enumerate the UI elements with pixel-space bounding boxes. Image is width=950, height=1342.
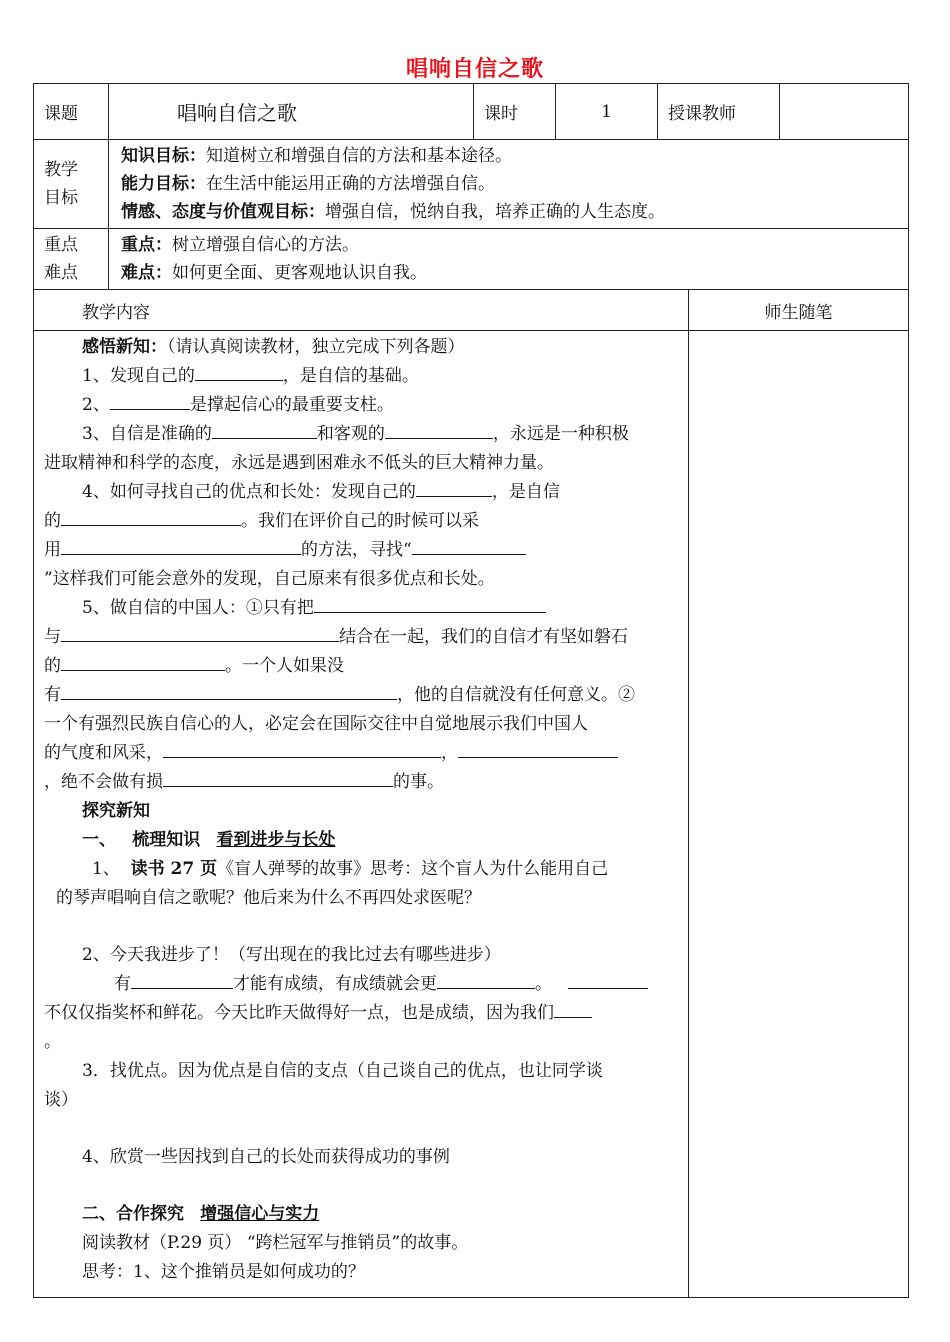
part1-title: 梳理知识 [132,830,201,850]
content-row [34,331,909,1298]
p1-q2: 2、今天我进步了！（写出现在的我比过去有哪些进步） [82,945,501,965]
teaching-content [34,331,689,1298]
q3-text-mid: 和客观的 [316,424,385,444]
q3-blank-2[interactable] [385,420,493,439]
q2-text: 2、 [82,395,110,415]
p1-q2-e: 。 [44,1032,61,1052]
q5-text-6: 有 [44,685,61,705]
objectives-row [34,140,909,229]
period-label: 课时 [474,84,556,140]
focus-content [109,229,909,290]
q4-text-6: ”这样我们可能会意外的发现，自己原来有很多优点和长处。 [44,569,495,589]
q3-blank-1[interactable] [212,420,317,439]
q5-text-5: 。一个人如果没 [225,656,344,676]
knowledge-key: 知识目标： [121,146,206,166]
p1-q1-text: 《盲人弹琴的故事》思考：这个盲人为什么能用自己 [217,859,609,879]
q5-text-7: ，他的自信就没有任何意义。② [397,685,635,705]
q5-blank-1[interactable] [314,594,546,613]
q1-blank[interactable] [195,362,283,381]
p1-q2-blank-4[interactable] [554,999,592,1018]
q5-blank-6[interactable] [458,739,618,758]
q5-text-11: ，绝不会做有损 [44,772,163,792]
content-header-row [34,290,909,331]
content-header: 教学内容 [34,290,689,331]
p1-q2-c: 。 [535,974,552,994]
part2-title: 二、合作探究 [82,1204,184,1224]
q5-blank-7[interactable] [163,768,393,787]
difficulty-label: 难点： [121,263,172,283]
p1-q2-blank-2[interactable] [437,970,535,989]
q5-text-12: 的事。 [393,772,444,792]
p1-q1-num: 1、 [92,859,120,879]
difficulty-text: 如何更全面、更客观地认识自我。 [172,263,427,283]
document-title: 唱响自信之歌 [405,56,544,82]
q5-text-2: 与 [44,627,61,647]
q4-blank-3[interactable] [61,536,301,555]
q4-blank-1[interactable] [416,478,492,497]
notes-header: 师生随笔 [689,290,909,331]
p1-q2-d: 不仅仅指奖杯和鲜花。今天比昨天做得好一点，也是成绩，因为我们 [44,1003,554,1023]
q5-blank-4[interactable] [61,681,397,700]
part2-subtitle: 增强信心与实力 [200,1204,320,1224]
lesson-plan-table [33,83,909,1298]
q4-text-3: 。我们在评价自己的时候可以采 [241,511,479,531]
q5-blank-5[interactable] [163,739,441,758]
q5-blank-3[interactable] [61,652,225,671]
objectives-label [34,140,109,229]
section1-note: （请认真阅读教材，独立完成下列各题） [167,337,465,357]
ability-text: 在生活中能运用正确的方法增强自信。 [206,174,495,194]
p1-q2-b: 才能有成绩，有成绩就会更 [233,974,437,994]
focus-label-text: 重点难点 [44,235,78,283]
subject-value: 唱响自信之歌 [109,84,474,140]
p1-q1-text2: 的琴声唱响自信之歌呢？他后来为什么不再四处求医呢？ [56,888,481,908]
teacher-label: 授课教师 [658,84,780,140]
key-point-text: 树立增强自信心的方法。 [172,235,359,255]
p1-q3: 3．找优点。因为优点是自信的支点（自己谈自己的优点，也让同学谈 [82,1061,603,1081]
p1-q2-blank-1[interactable] [131,970,233,989]
emotion-text: 增强自信，悦纳自我，培养正确的人生态度。 [325,202,665,222]
part1-num: 一、 [82,830,116,850]
emotion-key: 情感、态度与价值观目标： [121,202,325,222]
p1-q3-b: 谈） [44,1090,78,1110]
part1-subtitle: 看到进步与长处 [216,830,336,850]
p1-q2-a: 有 [114,974,131,994]
q4-text-5: 的方法，寻找“ [301,540,412,560]
objectives-label-text: 教学目标 [44,160,78,208]
p1-q2-blank-3[interactable] [568,970,648,989]
period-value: 1 [556,84,658,140]
teacher-student-notes[interactable] [689,331,909,1298]
part2-question: 思考：1、这个推销员是如何成功的？ [82,1262,365,1282]
ability-key: 能力目标： [121,174,206,194]
q2-text-end: 是撑起信心的最重要支柱。 [189,395,394,415]
focus-row [34,229,909,290]
header-row [34,84,909,140]
q5-text-9: 的气度和风采， [44,743,163,763]
teacher-value [780,84,909,140]
focus-label [34,229,109,290]
q4-text-4: 用 [44,540,61,560]
q3-text: 3、自信是准确的 [82,424,212,444]
q4-blank-2[interactable] [61,507,241,526]
p1-q4: 4、欣赏一些因找到自己的长处而获得成功的事例 [82,1147,450,1167]
key-point-label: 重点： [121,235,172,255]
q5-text-8: 一个有强烈民族自信心的人，必定会在国际交往中自觉地展示我们中国人 [44,714,588,734]
q1-text: 1、发现自己的 [82,366,195,386]
subject-label: 课题 [34,84,109,140]
q4-text-2: 的 [44,511,61,531]
q5-blank-2[interactable] [61,623,339,642]
q2-blank[interactable] [110,391,190,410]
q5-text-10: ， [441,743,458,763]
p1-q1-bold: 读书 27 页 [130,859,218,879]
q4-text: 4、如何寻找自己的优点和长处：发现自己的 [82,482,416,502]
q5-text-3: 结合在一起，我们的自信才有坚如磐石 [339,627,628,647]
q5-text: 5、做自信的中国人：①只有把 [82,598,314,618]
q4-text-mid: ，是自信 [491,482,560,502]
knowledge-text: 知道树立和增强自信的方法和基本途径。 [206,146,512,166]
q1-text-end: ，是自信的基础。 [282,366,419,386]
q4-blank-4[interactable] [412,536,526,555]
q5-text-4: 的 [44,656,61,676]
q3-text-end: ，永远是一种积极 [492,424,629,444]
objectives-content [109,140,909,229]
part2-reading: 阅读教材（P.29 页） “跨栏冠军与推销员”的故事。 [82,1233,469,1253]
section1-title: 感悟新知： [82,337,167,357]
section2-title: 探究新知 [82,801,150,821]
q3-text-cont: 进取精神和科学的态度，永远是遇到困难永不低头的巨大精神力量。 [44,453,554,473]
